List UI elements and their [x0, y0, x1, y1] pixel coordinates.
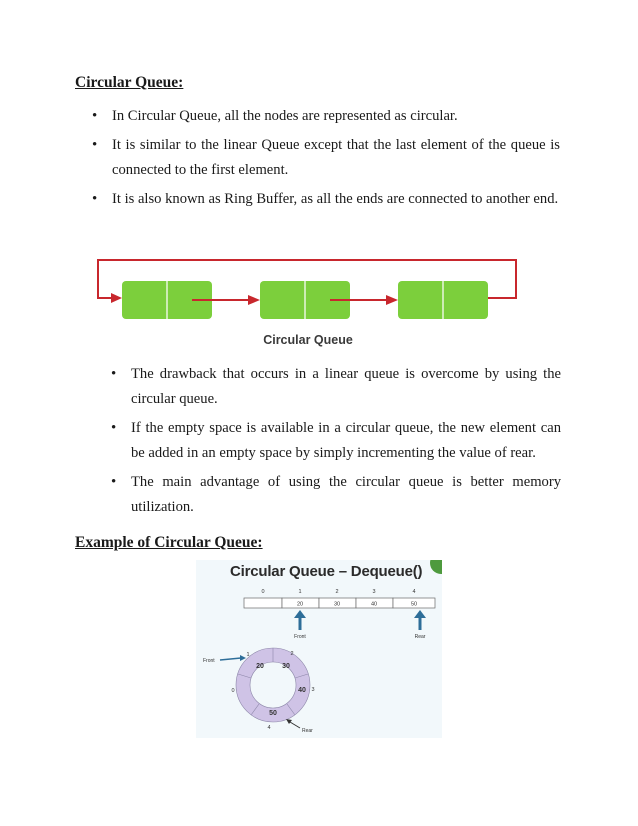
- ring-index: 4: [267, 725, 271, 731]
- ring-index: 1: [246, 652, 250, 658]
- circular-queue-diagram: [88, 252, 528, 352]
- ring-rear-label: Rear: [302, 728, 313, 734]
- ring-value: 40: [298, 687, 306, 694]
- rear-pointer-label: Rear: [414, 634, 426, 640]
- example-figure: [196, 560, 442, 738]
- diagram-caption: Circular Queue: [263, 333, 353, 347]
- array-index: 3: [372, 589, 376, 595]
- array-cell-value: 40: [370, 601, 378, 608]
- array-index: 0: [261, 589, 265, 595]
- array-index: 4: [412, 589, 416, 595]
- ring-index: 0: [231, 688, 235, 694]
- bullet-item: • In Circular Queue, all the nodes are represented as circular.: [112, 104, 560, 129]
- array-index: 1: [298, 589, 302, 595]
- ring-value: 30: [282, 663, 290, 670]
- ring-index: 2: [290, 651, 294, 657]
- bullet-list-advantages: [131, 362, 561, 524]
- bullet-item: • The drawback that occurs in a linear queue is overcome by using the circular queue.: [131, 362, 561, 412]
- bullet-item: • If the empty space is available in a circular queue, the new element can be added in an empty space by simply incrementing the value of rear.: [131, 416, 561, 466]
- ring-value: 50: [269, 710, 277, 717]
- array-index: 2: [335, 589, 339, 595]
- bullet-item: • It is also known as Ring Buffer, as all the ends are connected to another end.: [112, 187, 560, 212]
- section-heading-example: Example of Circular Queue:: [75, 534, 263, 551]
- section-heading-circular-queue: Circular Queue:: [75, 74, 184, 91]
- bullet-item: • The main advantage of using the circular queue is better memory utilization.: [131, 470, 561, 520]
- bullet-list-definition: [112, 104, 560, 216]
- circular-ring: [243, 655, 303, 715]
- ring-rear-arrow: [290, 722, 300, 728]
- ring-front-arrow: [220, 658, 241, 660]
- ring-value: 20: [256, 663, 264, 670]
- dequeue-diagram: [196, 560, 442, 738]
- example-title: Circular Queue – Dequeue(): [230, 563, 423, 580]
- ring-index: 3: [311, 687, 315, 693]
- front-pointer-label: Front: [294, 634, 306, 640]
- bullet-item: • It is similar to the linear Queue except that the last element of the queue is connected to the first element.: [112, 133, 560, 183]
- array-cell-value: 20: [296, 601, 304, 608]
- wraparound-arrowhead: [111, 293, 122, 303]
- array-cell-value: 50: [410, 601, 418, 608]
- ring-front-label: Front: [203, 658, 215, 664]
- array-cell-value: 30: [333, 601, 341, 608]
